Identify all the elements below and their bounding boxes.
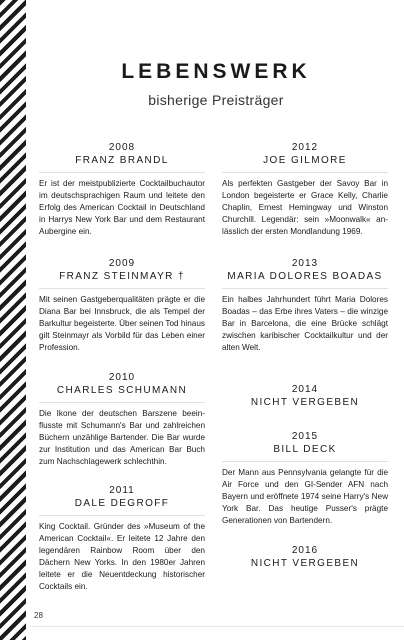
entry-year: 2010 [108, 372, 136, 383]
entry-2009 [39, 257, 205, 354]
entry-2008 [39, 141, 205, 238]
entry-name: NICHT VERGEBEN [250, 558, 360, 569]
entry-divider [39, 288, 205, 289]
entry-bio: King Cocktail. Gründer des »Museum of the American Cocktail«. Er leitete 12 Jahre den legendären Rainbow Room über den Dächern New Yorks. In den 1980er Jahren leitete er die Neuentdeckung historischer Cocktails ein. [39, 522, 205, 591]
entry-name: BILL DECK [273, 444, 337, 455]
entry-divider [39, 402, 205, 403]
entry-name: JOE GILMORE [263, 155, 347, 166]
entry-bio: Er ist der meistpublizierte Cocktailbuchautor im deutschsprachigen Raum und leitete den Erfolg des American Cocktail in Deutschland in Harrys New York Bar und dem Restaurant Aubergine ein. [39, 179, 205, 236]
entry-name: CHARLES SCHUMANN [56, 385, 188, 396]
entry-year: 2014 [291, 384, 319, 395]
page-number: 28 [34, 611, 43, 620]
entry-year: 2016 [291, 545, 319, 556]
entry-name: NICHT VERGEBEN [250, 397, 360, 408]
entry-name: DALE DEGROFF [74, 498, 170, 509]
entry-year: 2015 [291, 431, 319, 442]
entry-bio: Der Mann aus Pennsylvania gelangte für die Air Force und den GI-Sender AFN nach Bayern und eröffnete 1974 seine Harry's New York Bar. Das heutige Pusser's prägte Generationen von Bartendern. [222, 468, 388, 525]
entry-2010 [39, 371, 205, 468]
entry-divider [222, 172, 388, 173]
entry-year: 2012 [291, 142, 319, 153]
entry-year: 2008 [108, 142, 136, 153]
entry-year: 2013 [291, 258, 319, 269]
entry-2016 [222, 544, 388, 570]
entry-bio: Mit seinen Gastgeberqualitäten prägte er die Diana Bar bei Innsbruck, die als Tempel der Barkultur begeisterte. Über seinen Tod hinaus gilt Steinmayr als Vorbild für das Leben einer Profession. [39, 295, 205, 352]
entry-bio: Ein halbes Jahrhundert führt Maria Dolores Boadas – das Erbe ihres Vaters – die winzige Bar in Barcelona, die eine Brücke schlägt zwischen karibischer Cocktailkultur und der alten Welt. [222, 295, 388, 352]
entry-2015 [222, 430, 388, 527]
entry-divider [222, 288, 388, 289]
entry-divider [39, 515, 205, 516]
entry-2012 [222, 141, 388, 238]
bottom-divider [30, 626, 404, 627]
entry-divider [39, 172, 205, 173]
entry-year: 2011 [109, 485, 135, 496]
entry-bio: Als perfekten Gastgeber der Savoy Bar in London begeisterte er Grace Kelly, Charlie Chaplin, Ernest Hemingway und Winston Churchill. Legendär: sein »Moonwalk« anlässlich der ersten Mondlandung 1969. [222, 179, 388, 236]
page-title: LEBENSWERK [121, 60, 311, 83]
diagonal-stripe-border [0, 0, 26, 640]
entry-divider [222, 461, 388, 462]
entry-2011 [39, 484, 205, 592]
entry-name: FRANZ STEINMAYR † [59, 271, 185, 282]
entry-year: 2009 [108, 258, 136, 269]
entry-2013 [222, 257, 388, 354]
entry-2014 [222, 383, 388, 409]
entry-bio: Die Ikone der deutschen Barszene beeinflusste mit Schumann's Bar und zahlreichen Büchern unzählige Bartender. Die Bar wurde zur Institution und das American Bar Buch zum Nachschlagewerk schlechthin. [39, 409, 205, 466]
page-subtitle: bisherige Preisträger [148, 92, 284, 108]
entry-name: MARIA DOLORES BOADAS [227, 271, 383, 282]
entry-name: FRANZ BRANDL [75, 155, 169, 166]
